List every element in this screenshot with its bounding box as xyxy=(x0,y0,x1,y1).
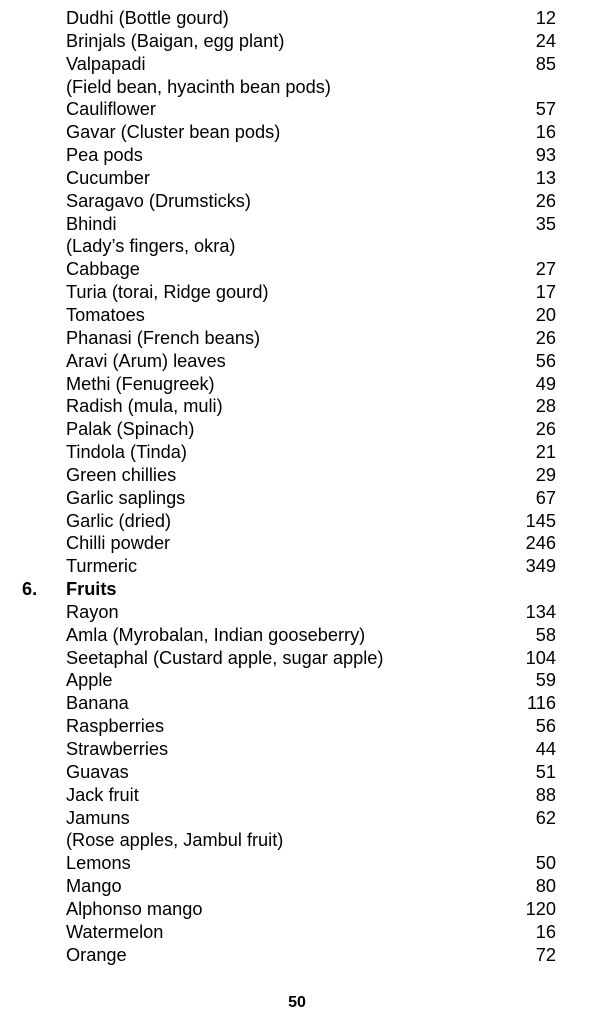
item-name: Strawberries xyxy=(66,739,169,759)
item-value: 349 xyxy=(525,556,556,577)
table-row xyxy=(0,281,594,304)
table-row xyxy=(0,395,594,418)
item-value: 85 xyxy=(535,53,556,74)
item-value: 88 xyxy=(535,784,556,805)
table-row xyxy=(0,213,594,236)
item-name: Garlic saplings xyxy=(66,487,186,508)
item-name: Alphonso mango xyxy=(66,898,203,919)
item-name: Valpapadi xyxy=(66,53,146,74)
item-value: 56 xyxy=(535,350,556,371)
item-value: 116 xyxy=(527,693,556,714)
table-row xyxy=(0,98,594,121)
table-row xyxy=(0,350,594,373)
table-row xyxy=(0,807,594,830)
item-name: Watermelon xyxy=(66,921,164,942)
item-value: 56 xyxy=(535,716,556,737)
item-value: 21 xyxy=(535,442,556,463)
table-row xyxy=(0,441,594,464)
table-row xyxy=(0,761,594,784)
item-value: 13 xyxy=(535,167,556,188)
item-name: Guavas xyxy=(66,761,129,782)
table-row xyxy=(0,258,594,281)
item-value: 16 xyxy=(535,122,556,143)
item-name: Aravi (Arum) leaves xyxy=(66,350,226,371)
table-row xyxy=(0,121,594,144)
section-title: Fruits xyxy=(66,579,117,600)
item-value: 246 xyxy=(525,533,556,554)
item-name: Lemons xyxy=(66,853,131,874)
page-number: 50 xyxy=(288,994,306,1011)
item-name: Rayon xyxy=(66,601,119,622)
table-row xyxy=(0,235,594,258)
item-name: Raspberries xyxy=(66,716,165,737)
item-value: 51 xyxy=(535,761,556,782)
item-name: Brinjals (Baigan, egg plant) xyxy=(66,30,285,51)
item-name: Phanasi (French beans) xyxy=(66,327,261,348)
table-row xyxy=(0,53,594,76)
table-row xyxy=(0,852,594,875)
table-row xyxy=(0,464,594,487)
table-row xyxy=(0,692,594,715)
table-row xyxy=(0,944,594,967)
item-value: 26 xyxy=(535,327,556,348)
item-value: 27 xyxy=(535,259,556,280)
item-value: 62 xyxy=(535,807,556,828)
item-name: Jamuns xyxy=(66,807,130,828)
item-name: Methi (Fenugreek) xyxy=(66,373,215,394)
food-value-table xyxy=(0,7,594,966)
item-value: 104 xyxy=(525,647,556,668)
item-name: Gavar (Cluster bean pods) xyxy=(66,122,281,143)
table-row xyxy=(0,532,594,555)
item-value: 29 xyxy=(535,464,556,485)
item-value: 120 xyxy=(525,898,556,919)
item-name: Cauliflower xyxy=(66,99,156,120)
item-name: Palak (Spinach) xyxy=(66,419,195,440)
item-name: (Rose apples, Jambul fruit) xyxy=(66,830,284,851)
item-name: Green chillies xyxy=(66,464,177,485)
table-row xyxy=(0,715,594,738)
table-row xyxy=(0,875,594,898)
table-row xyxy=(0,784,594,807)
item-name: Dudhi (Bottle gourd) xyxy=(66,8,229,28)
item-value: 16 xyxy=(535,921,556,942)
item-name: Cucumber xyxy=(66,167,150,188)
table-row xyxy=(0,76,594,99)
item-value: 59 xyxy=(535,670,556,691)
item-value: 26 xyxy=(535,190,556,211)
item-name: Tindola (Tinda) xyxy=(66,442,187,463)
item-name: Jack fruit xyxy=(66,784,139,805)
item-name: Banana xyxy=(66,693,129,714)
item-name: (Field bean, hyacinth bean pods) xyxy=(66,76,331,97)
item-value: 93 xyxy=(535,145,556,166)
item-name: (Lady’s fingers, okra) xyxy=(66,236,236,257)
table-row xyxy=(0,304,594,327)
item-name: Seetaphal (Custard apple, sugar apple) xyxy=(66,647,384,668)
table-row xyxy=(0,327,594,350)
table-row xyxy=(0,829,594,852)
item-name: Garlic (dried) xyxy=(66,510,172,531)
item-value: 80 xyxy=(535,876,556,897)
item-value: 57 xyxy=(535,99,556,120)
item-value: 26 xyxy=(535,419,556,440)
item-name: Orange xyxy=(66,944,127,965)
item-value: 17 xyxy=(535,282,556,303)
item-name: Tomatoes xyxy=(66,304,145,325)
item-value: 12 xyxy=(535,8,556,28)
table-row xyxy=(0,418,594,441)
item-value: 50 xyxy=(535,853,556,874)
item-value: 145 xyxy=(525,510,556,531)
table-row xyxy=(0,167,594,190)
item-value: 20 xyxy=(535,304,556,325)
item-name: Chilli powder xyxy=(66,533,171,554)
item-name: Pea pods xyxy=(66,145,143,166)
item-value: 44 xyxy=(535,739,556,759)
table-row xyxy=(0,647,594,670)
item-value: 35 xyxy=(535,213,556,234)
item-name: Radish (mula, muli) xyxy=(66,396,223,417)
table-row xyxy=(0,738,594,761)
item-value: 134 xyxy=(525,601,556,622)
item-value: 28 xyxy=(535,396,556,417)
item-value: 58 xyxy=(535,624,556,645)
table-row xyxy=(0,373,594,396)
item-value: 49 xyxy=(535,373,556,394)
item-name: Turmeric xyxy=(66,556,138,577)
table-row xyxy=(0,601,594,624)
item-value: 72 xyxy=(535,944,556,965)
item-value: 67 xyxy=(535,487,556,508)
item-name: Apple xyxy=(66,670,113,691)
table-row xyxy=(0,669,594,692)
table-row xyxy=(0,921,594,944)
item-name: Cabbage xyxy=(66,259,140,280)
item-name: Turia (torai, Ridge gourd) xyxy=(66,282,269,303)
table-row xyxy=(0,487,594,510)
table-row xyxy=(0,555,594,578)
table-row xyxy=(0,624,594,647)
table-row xyxy=(0,510,594,533)
item-value: 24 xyxy=(535,30,556,51)
table-row xyxy=(0,30,594,53)
table-row xyxy=(0,7,594,30)
table-row xyxy=(0,898,594,921)
item-name: Bhindi xyxy=(66,213,117,234)
table-row xyxy=(0,144,594,167)
item-name: Amla (Myrobalan, Indian gooseberry) xyxy=(66,624,366,645)
section-number: 6. xyxy=(22,579,38,600)
table-row xyxy=(0,190,594,213)
item-name: Saragavo (Drumsticks) xyxy=(66,190,251,211)
item-name: Mango xyxy=(66,876,122,897)
section-heading-row xyxy=(0,578,594,601)
